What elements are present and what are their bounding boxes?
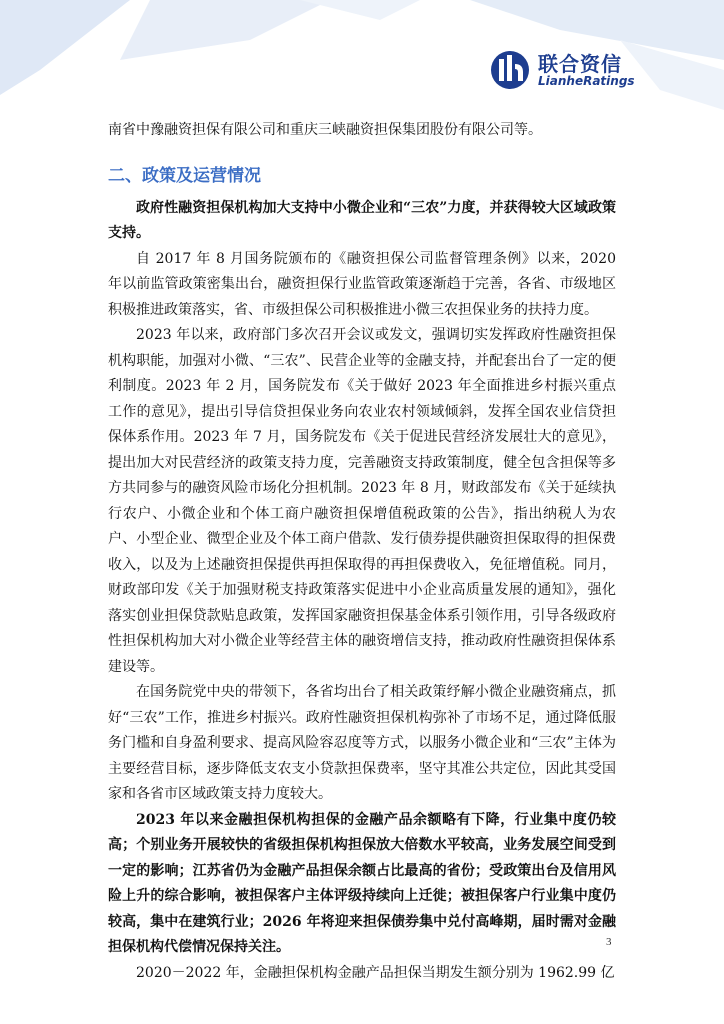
lianhe-logo <box>490 48 635 96</box>
page-number: 3 <box>606 936 612 948</box>
paragraph-issuance: 2020－2022 年，金融担保机构金融产品担保当期发生额分别为 1962.99 亿 <box>136 964 615 981</box>
lianhe-logo-icon <box>490 50 530 90</box>
paragraph-regulation: 自 2017 年 8 月国务院颁布的《融资担保公司监督管理条例》以来，2020 年以前监管政策密集出台，融资担保行业监管政策逐渐趋于完善，各省、市级地区积极推进政策落实，省、市级担保公司积极推进小微三农担保业务的扶持力度。 <box>108 250 616 318</box>
paragraph-provincial-support: 在国务院党中央的带领下，各省均出台了相关政策纾解小微企业融资痛点，抓好“三农”工作，推进乡村振兴。政府性融资担保机构弥补了市场不足，通过降低服务门槛和自身盈利要求、提高风险容忍度等方式，以服务小微企业和“三农”主体为主要经营目标，逐步降低支农支小贷款担保费率，坚守其准公共定位，因此其受国家和各省市区域政策支持力度较大。 <box>108 684 616 802</box>
logo-text-cn: 联合资信 <box>538 52 622 76</box>
bold-summary-market: 2023 年以来金融担保机构担保的金融产品余额略有下降，行业集中度仍较高；个别业务开展较快的省级担保机构担保放大倍数水平较高，业务发展空间受到一定的影响；江苏省仍为金融产品担保余额占比最高的省份；受政策出台及信用风险上升的综合影响，被担保客户主体评级持续向上迁徙；被担保客户行业集中度仍较高，集中在建筑行业；2026 年将迎来担保债券集中兑付高峰期，届时需对金融担保机构代偿情况保持关注。 <box>108 811 616 955</box>
paragraph-2023-policies: 2023 年以来，政府部门多次召开会议或发文，强调切实发挥政府性融资担保机构职能，加强对小微、“三农”、民营企业等的金融支持，并配套出台了一定的便利制度。2023 年 2 月，国务院发布《关于做好 2023 年全面推进乡村振兴重点工作的意见》，提出引导信贷担保业务向农业农村领域倾斜，发挥全国农业信贷担保体系作用。2023 年 7 月，国务院发布《关于促进民营经济发展壮大的意见》，提出加大对民营经济的政策支持力度，完善融资支持政策制度，健全包含担保等多方共同参与的融资风险市场化分担机制。2023 年 8 月，财政部发布《关于延续执行农户、小微企业和个体工商户融资担保增值税政策的公告》，指出纳税人为农户、小型企业、微型企业及个体工商户借款、发行债券提供融资担保取得的担保费收入，以及为上述融资担保提供再担保取得的再担保费收入，免征增值税。同月，财政部印发《关于加强财税支持政策落实促进中小企业高质量发展的通知》，强化落实创业担保贷款贴息政策，发挥国家融资担保基金体系引领作用，引导各级政府性担保机构加大对小微企业等经营主体的融资增信支持，推动政府性融资担保体系建设等。 <box>108 327 616 675</box>
section-heading: 二、政策及运营情况 <box>108 165 261 186</box>
logo-text-en: LianheRatings <box>538 74 635 88</box>
bold-summary-policy: 政府性融资担保机构加大支持中小微企业和“三农”力度，并获得较大区域政策支持。 <box>108 199 616 241</box>
document-body <box>108 118 616 986</box>
paragraph-continuation: 南省中豫融资担保有限公司和重庆三峡融资担保集团股份有限公司等。 <box>108 122 542 138</box>
